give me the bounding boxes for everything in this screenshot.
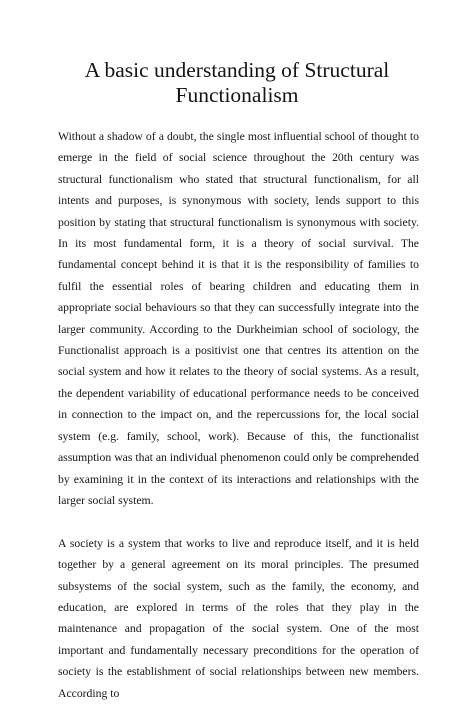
document-title: A basic understanding of Structural Functionalism: [84, 58, 390, 107]
paragraph-1: Without a shadow of a doubt, the single most influential school of thought to emerge in the field of social science throughout the 20th century was structural functionalism who stated that structural functionalism, for all intents and purposes, is synonymous with society, lends support to this position by stating that structural functionalism is synonymous with society. In its most fundamental form, it is a theory of social survival. The fundamental concept behind it is that it is the responsibility of families to fulfil the essential roles of bearing children and educating them in appropriate social behaviours so that they can successfully integrate into the larger community. According to the Durkheimian school of sociology, the Functionalist approach is a positivist one that centres its attention on the social system and how it relates to the theory of social systems. As a result, the dependent variability of educational performance needs to be conceived in connection to the impact on, and the repercussions for, the local social system (e.g. family, school, work). Because of this, the functionalist assumption was that an individual phenomenon could only be comprehended by examining it in the context of its interactions and relationships with the larger social system.: [58, 130, 419, 507]
paragraph-2: A society is a system that works to live and reproduce itself, and it is held together by a general agreement on its moral principles. The presumed subsystems of the social system, such as the family, the economy, and education, are explored in terms of the roles that they play in the maintenance and propagation of the social system. One of the most important and fundamentally necessary preconditions for the operation of society is the establishment of social relationships between new members. According to: [58, 536, 419, 700]
document-body: [58, 126, 419, 704]
